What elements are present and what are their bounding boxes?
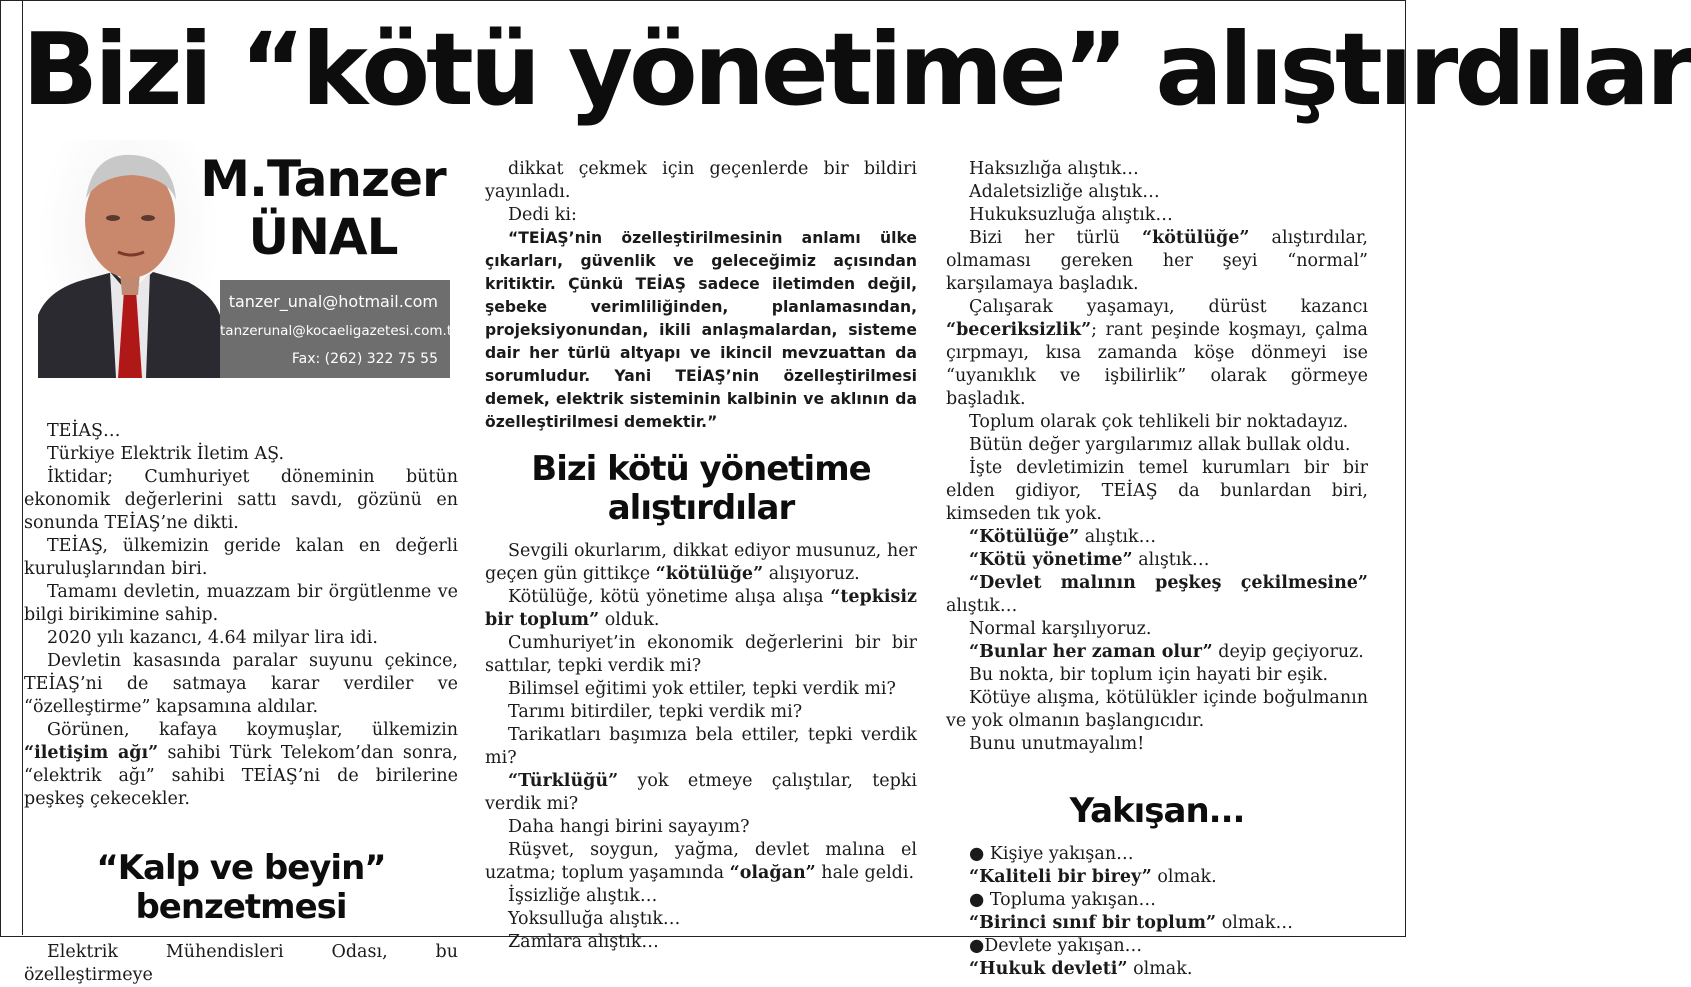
paragraph: Türkiye Elektrik İletim AŞ. [47,444,285,464]
paragraph: “Hukuk devleti” olmak. [969,959,1193,979]
bullet-item: ● Kişiye yakışan… [969,844,1134,864]
bold-phrase: “Bunlar her zaman olur” [969,642,1213,662]
bold-phrase: “Kötü yönetime” [969,550,1133,570]
bold-phrase: “beceriksizlik” [946,320,1092,340]
left-rule [22,0,23,935]
paragraph: Görünen, kafaya koymuşlar, ülkemizin “iletişim ağı” sahibi Türk Telekom’dan sonra, “elektrik ağı” sahibi TEİAŞ’ni de birilerine peşkeş çekecekler. [24,720,458,809]
headline: Bizi “kötü yönetime” alıştırdılar [22,11,1691,128]
paragraph: Adaletsizliğe alıştık… [969,182,1160,202]
paragraph: 2020 yılı kazancı, 4.64 milyar lira idi. [47,628,378,648]
paragraph: Cumhuriyet’in ekonomik değerlerini bir bir sattılar, tepki verdik mi? [485,633,917,676]
author-fax: Fax: (262) 322 75 55 [291,351,438,367]
paragraph: Bilimsel eğitimi yok ettiler, tepki verdik mi? [508,679,896,699]
bullet-item: ●Devlete yakışan… [969,936,1143,956]
paragraph: Daha hangi birini sayayım? [508,817,750,837]
column-2 [485,158,917,954]
paragraph: “Türklüğü” yok etmeye çalıştılar, tepki verdik mi? [485,771,917,814]
paragraph: dikkat çekmek için geçenlerde bir bildiri yayınladı. [485,159,917,202]
author-first-name: M.Tanzer [200,150,446,208]
paragraph: Tamamı devletin, muazzam bir örgütlenme ve bilgi birikimine sahip. [24,582,458,625]
bold-phrase: “kötülüğe” [1142,228,1250,248]
author-email-primary: tanzer_unal@hotmail.com [228,292,438,311]
paragraph: Elektrik Mühendisleri Odası, bu özelleştirmeye [24,942,458,985]
paragraph: Bütün değer yargılarımız allak bullak oldu. [969,435,1351,455]
paragraph: TEİAŞ, ülkemizin geride kalan en değerli kuruluşlarından biri. [24,536,458,579]
paragraph: “Kötülüğe” alıştık… [969,527,1157,547]
paragraph: Sevgili okurlarım, dikkat ediyor musunuz, her geçen gün gittikçe “kötülüğe” alışıyoruz. [485,541,917,584]
paragraph: Toplum olarak çok tehlikeli bir noktadayız. [969,412,1349,432]
paragraph: Devletin kasasında paralar suyunu çekince, TEİAŞ’ni de satmaya karar verdiler ve “özelleştirme” kapsamına aldılar. [24,651,458,717]
paragraph: Normal karşılıyoruz. [969,619,1152,639]
paragraph: Tarikatları başımıza bela ettiler, tepki verdik mi? [485,725,917,768]
paragraph: Kötülüğe, kötü yönetime alışa alışa “tepkisiz bir toplum” olduk. [485,587,917,630]
author-portrait-image [38,140,220,378]
paragraph: Bu nokta, bir toplum için hayati bir eşik. [969,665,1329,685]
bullet-item: ● Topluma yakışan… [969,890,1157,910]
bold-quote: “TEİAŞ’nin özelleştirilmesinin anlamı ülke çıkarları, güvenlik ve geleceğimiz açısından kritiktir. Çünkü TEİAŞ sadece iletimden değil, şebeke verimliliğinden, planlamasından, projeksiyonundan, ikili anlaşmalardan, sisteme dair her türlü altyapı ve ikincil mevzuattan da sorumludur. Yani TEİAŞ’nin özelleştirilmesi demek, elektrik sisteminin kalbinin ve aklının da özelleştirilmesi demektir.” [485,229,917,431]
paragraph: “Kötü yönetime” alıştık… [969,550,1210,570]
subheading: Bizi kötü yönetime alıştırdılar [531,449,871,528]
bold-phrase: “tepkisiz bir toplum” [485,587,917,630]
paragraph: İşsizliğe alıştık… [508,886,658,906]
paragraph: Rüşvet, soygun, yağma, devlet malına el uzatma; toplum yaşamında “olağan” hale geldi. [485,840,917,883]
bold-phrase: “Kötülüğe” [969,527,1080,547]
bold-phrase: “kötülüğe” [655,564,764,584]
paragraph: Bunu unutmayalım! [969,734,1145,754]
paragraph: “Kaliteli bir birey” olmak. [969,867,1217,887]
paragraph: Haksızlığa alıştık… [969,159,1139,179]
subheading: “Kalp ve beyin” benzetmesi [96,848,386,927]
paragraph: Kötüye alışma, kötülükler içinde boğulmanın ve yok olmanın başlangıcıdır. [946,688,1368,731]
paragraph: Çalışarak yaşamayı, dürüst kazancı “beceriksizlik”; rant peşinde koşmayı, çalma çırpmayı, kısa zamanda köşe dönmeyi ise “uyanıklık ve işbilirlik” olarak görmeye başladık. [946,297,1368,409]
bold-phrase: “Kaliteli bir birey” [969,867,1152,887]
paragraph: “Devlet malının peşkeş çekilmesine” alıştık… [946,573,1368,616]
bold-phrase: “Birinci sınıf bir toplum” [969,913,1217,933]
paragraph: “Birinci sınıf bir toplum” olmak… [969,913,1293,933]
bold-phrase: “Türklüğü” [508,771,619,791]
author-email-secondary: tanzerunal@kocaeligazetesi.com.tr [220,323,458,339]
column-1 [24,420,458,987]
paragraph: Yoksulluğa alıştık… [508,909,681,929]
column-3 [946,158,1368,981]
paragraph: Bizi her türlü “kötülüğe” alıştırdılar, olmaması gereken her şeyi “normal” karşılamaya başladık. [946,228,1368,294]
paragraph: Zamlara alıştık… [508,932,659,952]
paragraph: Tarımı bitirdiler, tepki verdik mi? [508,702,803,722]
paragraph: Hukuksuzluğa alıştık… [969,205,1173,225]
contact-box [220,280,458,378]
paragraph: İktidar; Cumhuriyet döneminin bütün ekonomik değerlerini sattı savdı, gözünü en sonunda TEİAŞ’ne dikti. [24,467,458,533]
author-name [198,150,448,266]
author-photo [38,140,220,378]
paragraph: Dedi ki: [508,205,577,225]
bold-phrase: “Devlet malının peşkeş çekilmesine” [969,573,1368,593]
paragraph: TEİAŞ… [47,421,121,441]
paragraph: “Bunlar her zaman olur” deyip geçiyoruz. [969,642,1364,662]
bold-phrase: “Hukuk devleti” [969,959,1128,979]
author-last-name: ÜNAL [248,208,398,266]
bold-phrase: “iletişim ağı” [24,743,159,763]
bold-phrase: “olağan” [729,863,816,883]
subheading: Yakışan... [1069,791,1245,831]
author-box [38,140,458,378]
paragraph: İşte devletimizin temel kurumları bir bir elden gidiyor, TEİAŞ da bunlardan biri, kimseden tık yok. [946,458,1368,524]
